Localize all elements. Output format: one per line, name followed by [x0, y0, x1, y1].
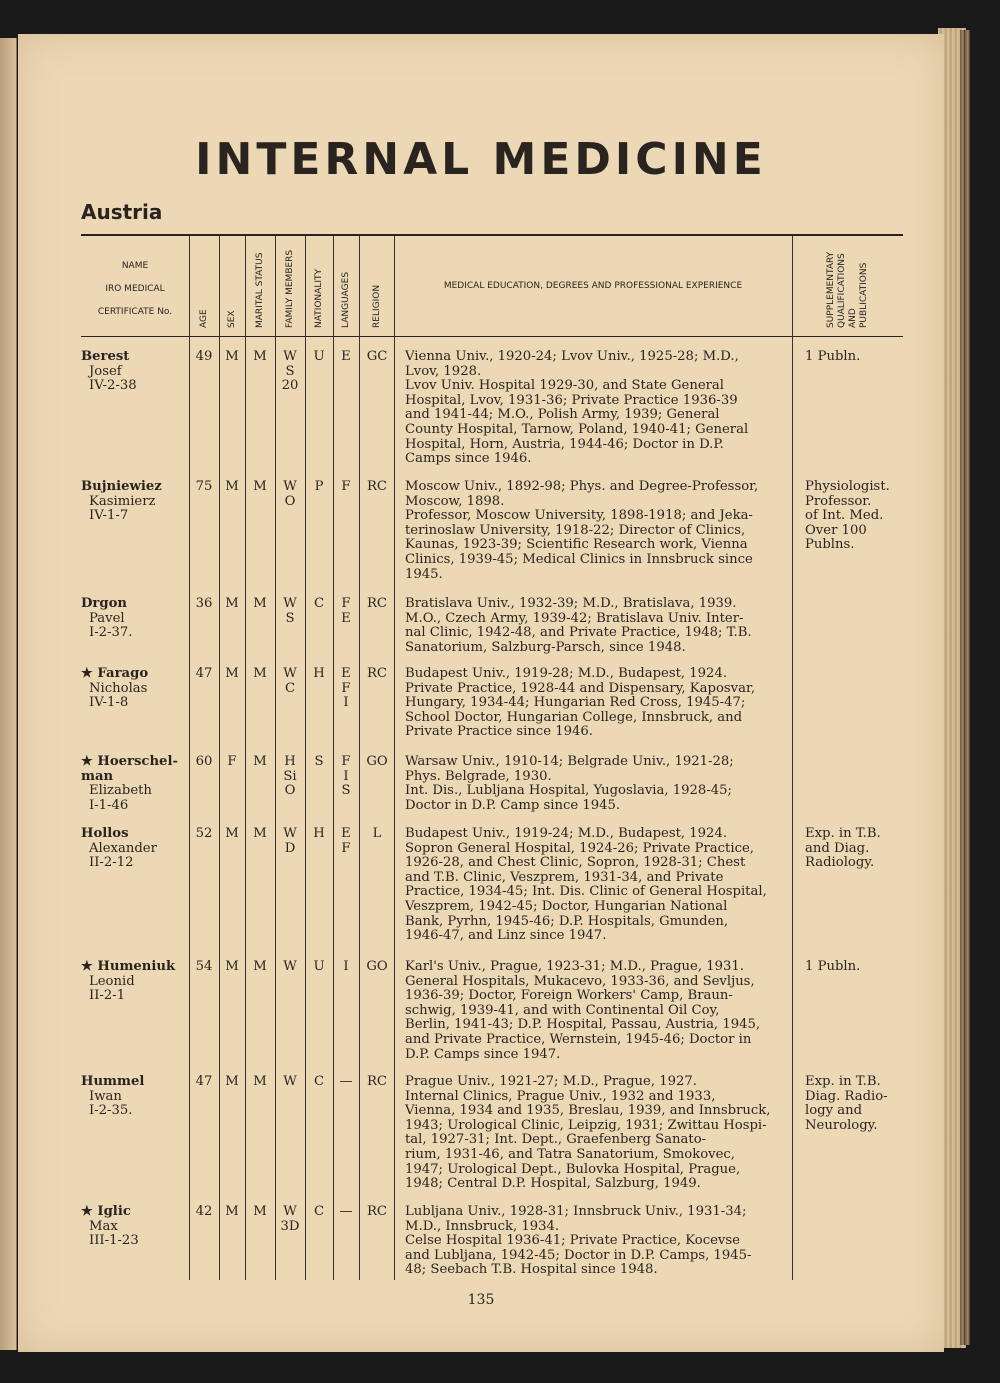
header-family-members: FAMILY MEMBERS	[285, 249, 295, 328]
marital-cell: M	[253, 596, 267, 611]
nationality-cell: H	[313, 826, 325, 841]
name-detail: IV-2-38	[89, 378, 137, 394]
name-detail: I-2-37.	[89, 625, 133, 641]
marital-cell: M	[253, 959, 267, 974]
religion-cell: GC	[366, 349, 388, 364]
experience-line: Practice, 1934-45; Int. Dis. Clinic of General Hospital,	[405, 884, 767, 900]
name-cell	[81, 667, 191, 711]
header-supplementary	[792, 236, 903, 336]
language: F	[341, 479, 351, 494]
languages-cell	[333, 597, 359, 626]
languages-cell	[333, 667, 359, 711]
religion-cell: RC	[366, 1204, 388, 1219]
adjacent-page-edge	[0, 38, 17, 1350]
language: E	[341, 826, 351, 841]
languages-cell	[333, 827, 359, 856]
languages-cell	[333, 1075, 359, 1090]
family-member: W	[283, 1074, 297, 1089]
experience-line: M.D., Innsbruck, 1934.	[405, 1218, 560, 1234]
family-cell	[275, 667, 305, 696]
age-cell: 49	[195, 349, 213, 364]
name-detail: Max	[89, 1218, 118, 1234]
experience-line: County Hospital, Tarnow, Poland, 1940-41; General	[405, 421, 749, 437]
language: —	[339, 1074, 353, 1089]
surname: man	[81, 768, 114, 784]
language: F	[341, 596, 351, 611]
experience-line: and 1941-44; M.O., Polish Army, 1939; General	[405, 407, 720, 423]
family-member: H	[284, 754, 296, 769]
age-cell: 36	[195, 596, 213, 611]
family-member: W	[283, 1204, 297, 1219]
experience-cell	[405, 960, 791, 1062]
experience-line: 1926-28, and Chest Clinic, Sopron, 1928-31; Chest	[405, 855, 746, 871]
family-member: O	[284, 783, 296, 799]
experience-line: D.P. Camps since 1947.	[405, 1046, 561, 1062]
experience-line: M.O., Czech Army, 1939-42; Bratislava Univ. Inter-	[405, 610, 744, 626]
experience-line: Hospital, Horn, Austria, 1944-46; Doctor in D.P.	[405, 436, 724, 452]
experience-line: Budapest Univ., 1919-24; M.D., Budapest, 1924.	[405, 826, 728, 841]
name-cell	[81, 1075, 191, 1119]
experience-line: Lubljana Univ., 1928-31; Innsbruck Univ., 1931-34;	[405, 1204, 747, 1219]
family-member: S	[285, 363, 295, 379]
nationality-cell: C	[313, 1204, 325, 1219]
experience-line: Clinics, 1939-45; Medical Clinics in Innsbruck since	[405, 551, 753, 567]
religion-cell: RC	[366, 596, 388, 611]
family-member: W	[283, 666, 297, 681]
experience-cell	[405, 667, 791, 740]
experience-line: Budapest Univ., 1919-28; M.D., Budapest, 1924.	[405, 666, 728, 681]
name-detail: I-1-46	[89, 797, 129, 813]
book-spine-edge	[960, 30, 970, 1345]
name-detail: Nicholas	[89, 680, 148, 696]
experience-line: General Hospitals, Mukacevo, 1933-36, and Sevljus,	[405, 973, 755, 989]
header-nationality: NATIONALITY	[314, 269, 324, 328]
languages-cell	[333, 350, 359, 365]
header-age: AGE	[199, 309, 209, 328]
header-name	[81, 236, 189, 360]
marital-cell: M	[253, 754, 267, 769]
experience-line: Lvov Univ. Hospital 1929-30, and State General	[405, 378, 725, 394]
nationality-cell: U	[313, 959, 325, 974]
family-cell	[275, 960, 305, 975]
surname: Berest	[81, 349, 130, 364]
age-cell: 75	[195, 479, 213, 494]
supplementary-cell	[805, 1075, 905, 1133]
family-member: W	[283, 596, 297, 611]
religion-cell: RC	[366, 479, 388, 494]
family-member: 20	[281, 378, 299, 394]
name-cell	[81, 480, 191, 524]
religion-cell: GO	[366, 959, 388, 974]
experience-line: Hungary, 1934-44; Hungarian Red Cross, 1945-47;	[405, 695, 746, 711]
name-detail: Leonid	[89, 973, 135, 989]
language: F	[341, 754, 351, 769]
supplementary-line: and Diag.	[805, 840, 870, 856]
nationality-cell: H	[313, 666, 325, 681]
experience-line: 1947; Urological Dept., Bulovka Hospital, Prague,	[405, 1161, 741, 1177]
family-cell	[275, 597, 305, 626]
age-cell: 47	[195, 1074, 213, 1089]
name-detail: Alexander	[89, 840, 157, 856]
language: E	[341, 666, 351, 681]
family-member: C	[284, 680, 296, 696]
page-number: 135	[467, 1292, 495, 1308]
experience-line: 1946-47, and Linz since 1947.	[405, 928, 607, 944]
name-detail: II-2-12	[89, 855, 134, 871]
sex-cell: M	[225, 959, 239, 974]
nationality-cell: S	[314, 754, 324, 769]
header-marital-status: MARITAL STATUS	[255, 252, 265, 328]
sex-cell: M	[225, 1074, 239, 1089]
religion-cell: RC	[366, 666, 388, 681]
experience-line: Berlin, 1941-43; D.P. Hospital, Passau, Austria, 1945,	[405, 1017, 761, 1033]
experience-cell	[405, 827, 791, 944]
experience-cell	[405, 480, 791, 582]
experience-line: Moscow Univ., 1892-98; Phys. and Degree-Professor,	[405, 479, 759, 494]
family-member: Si	[283, 768, 297, 784]
experience-line: Internal Clinics, Prague Univ., 1932 and 1933,	[405, 1088, 716, 1104]
experience-line: Hospital, Lvov, 1931-36; Private Practice 1936-39	[405, 392, 738, 408]
name-cell	[81, 755, 191, 813]
age-cell: 60	[195, 754, 213, 769]
language: E	[341, 349, 351, 364]
sex-cell: M	[225, 596, 239, 611]
experience-line: Sopron General Hospital, 1924-26; Private Practice,	[405, 840, 754, 856]
experience-line: Celse Hospital 1936-41; Private Practice, Kocevse	[405, 1233, 740, 1249]
name-detail: Josef	[89, 363, 122, 379]
country-heading: Austria	[81, 200, 163, 224]
experience-line: and T.B. Clinic, Veszprem, 1931-34, and Private	[405, 869, 724, 885]
experience-line: Private Practice since 1946.	[405, 724, 593, 740]
sex-cell: M	[225, 349, 239, 364]
experience-line: 1945.	[405, 566, 443, 582]
page-title: INTERNAL MEDICINE	[195, 134, 767, 185]
language: S	[341, 783, 351, 799]
language: I	[343, 959, 349, 974]
languages-cell	[333, 755, 359, 799]
family-member: W	[283, 479, 297, 494]
name-detail: III-1-23	[89, 1233, 139, 1249]
nationality-cell: U	[313, 349, 325, 364]
languages-cell	[333, 1205, 359, 1220]
experience-line: Bank, Pyrhn, 1945-46; D.P. Hospitals, Gmunden,	[405, 913, 729, 929]
supplementary-line: Publns.	[805, 537, 855, 553]
name-detail: I-2-35.	[89, 1103, 133, 1119]
family-cell	[275, 755, 305, 799]
age-cell: 52	[195, 826, 213, 841]
age-cell: 47	[195, 666, 213, 681]
family-cell	[275, 350, 305, 394]
supplementary-cell	[805, 960, 905, 975]
supplementary-line: Physiologist.	[805, 479, 890, 494]
supplementary-line: Diag. Radio-	[805, 1088, 888, 1104]
family-cell	[275, 480, 305, 509]
supplementary-line: 1 Publn.	[805, 349, 861, 364]
surname: Bujniewiez	[81, 479, 162, 494]
languages-cell	[333, 480, 359, 495]
family-cell	[275, 1075, 305, 1090]
family-member: D	[284, 840, 296, 856]
header-name-line: IRO MEDICAL	[105, 284, 165, 294]
header-languages: LANGUAGES	[341, 271, 351, 328]
sex-cell: M	[225, 826, 239, 841]
surname: Drgon	[81, 596, 127, 611]
name-detail: Elizabeth	[89, 783, 152, 799]
column-divider	[792, 235, 793, 1280]
experience-line: Phys. Belgrade, 1930.	[405, 768, 552, 784]
experience-line: 1943; Urological Clinic, Leipzig, 1931; Zwittau Hospi-	[405, 1117, 767, 1133]
marital-cell: M	[253, 1204, 267, 1219]
nationality-cell: C	[313, 596, 325, 611]
family-member: W	[283, 349, 297, 364]
experience-line: Moscow, 1898.	[405, 493, 505, 509]
experience-line: Vienna Univ., 1920-24; Lvov Univ., 1925-28; M.D.,	[405, 349, 739, 364]
supplementary-line: 1 Publn.	[805, 959, 861, 974]
experience-line: Veszprem, 1942-45; Doctor, Hungarian National	[405, 898, 728, 914]
family-cell	[275, 827, 305, 856]
name-cell	[81, 350, 191, 394]
name-cell	[81, 960, 191, 1004]
experience-cell	[405, 1205, 791, 1278]
family-member: W	[283, 959, 297, 974]
supplementary-line: logy and	[805, 1103, 863, 1119]
marital-cell: M	[253, 479, 267, 494]
experience-line: Kaunas, 1923-39; Scientific Research work, Vienna	[405, 537, 748, 553]
header-supp-line: SUPPLEMENTARY	[825, 251, 836, 328]
marital-cell: M	[253, 666, 267, 681]
language: —	[339, 1204, 353, 1219]
supplementary-cell	[805, 350, 905, 365]
experience-line: Warsaw Univ., 1910-14; Belgrade Univ., 1921-28;	[405, 754, 734, 769]
supplementary-cell	[805, 480, 905, 553]
experience-line: Camps since 1946.	[405, 451, 532, 467]
surname: ★ Hoerschel-	[81, 754, 178, 769]
header-name-line: NAME	[121, 261, 149, 271]
header-religion: RELIGION	[371, 284, 382, 328]
experience-line: Doctor in D.P. Camp since 1945.	[405, 797, 621, 813]
family-cell	[275, 1205, 305, 1234]
religion-cell: RC	[366, 1074, 388, 1089]
supplementary-line: Exp. in T.B.	[805, 1074, 881, 1089]
experience-line: Karl's Univ., Prague, 1923-31; M.D., Prague, 1931.	[405, 959, 744, 974]
language: I	[343, 695, 349, 711]
religion-cell: L	[372, 826, 382, 841]
family-member: S	[285, 610, 295, 626]
experience-line: Bratislava Univ., 1932-39; M.D., Bratislava, 1939.	[405, 596, 737, 611]
language: F	[341, 680, 351, 696]
header-supp-line: QUALIFICATIONS	[836, 253, 847, 328]
experience-cell	[405, 350, 791, 467]
experience-cell	[405, 597, 791, 655]
supplementary-line: Neurology.	[805, 1117, 878, 1133]
language: F	[341, 840, 351, 856]
sex-cell: M	[225, 479, 239, 494]
experience-line: tal, 1927-31; Int. Dept., Graefenberg Sanato-	[405, 1132, 707, 1148]
header-name-line: CERTIFICATE No.	[97, 307, 173, 317]
header-medical-education: MEDICAL EDUCATION, DEGREES AND PROFESSIONAL EXPERIENCE	[443, 281, 743, 291]
name-cell	[81, 827, 191, 871]
experience-line: and Private Practice, Wernstein, 1945-46; Doctor in	[405, 1031, 752, 1047]
surname: ★ Humeniuk	[81, 959, 176, 974]
language: E	[341, 610, 351, 626]
experience-line: Int. Dis., Lubljana Hospital, Yugoslavia, 1928-45;	[405, 783, 732, 799]
supplementary-line: Radiology.	[805, 855, 875, 871]
surname: Hollos	[81, 826, 129, 841]
language: I	[343, 768, 349, 784]
name-detail: II-2-1	[89, 988, 126, 1004]
name-detail: Iwan	[89, 1088, 122, 1104]
experience-line: nal Clinic, 1942-48, and Private Practice, 1948; T.B.	[405, 625, 752, 641]
name-cell	[81, 597, 191, 641]
age-cell: 42	[195, 1204, 213, 1219]
experience-line: Prague Univ., 1921-27; M.D., Prague, 1927.	[405, 1074, 697, 1089]
experience-line: Professor, Moscow University, 1898-1918; and Jeka-	[405, 508, 753, 524]
family-member: O	[284, 493, 296, 509]
experience-line: rium, 1931-46, and Tatra Sanatorium, Smokovec,	[405, 1146, 736, 1162]
religion-cell: GO	[366, 754, 388, 769]
experience-line: terinoslaw University, 1918-22; Director of Clinics,	[405, 522, 746, 538]
document-page	[18, 34, 944, 1352]
experience-line: Private Practice, 1928-44 and Dispensary, Kaposvar,	[405, 680, 756, 696]
name-detail: Kasimierz	[89, 493, 156, 509]
supplementary-line: Exp. in T.B.	[805, 826, 881, 841]
experience-line: Lvov, 1928.	[405, 363, 482, 379]
sex-cell: M	[225, 1204, 239, 1219]
header-sex: SEX	[227, 310, 237, 328]
header-bottom-rule	[81, 336, 903, 337]
nationality-cell: C	[313, 1074, 325, 1089]
family-member: W	[283, 826, 297, 841]
experience-line: 48; Seebach T.B. Hospital since 1948.	[405, 1262, 658, 1278]
experience-cell	[405, 755, 791, 813]
experience-line: 1948; Central D.P. Hospital, Salzburg, 1949.	[405, 1176, 701, 1192]
experience-line: schwig, 1939-41, and with Continental Oil Coy,	[405, 1002, 720, 1018]
nationality-cell: P	[314, 479, 324, 494]
marital-cell: M	[253, 349, 267, 364]
supplementary-line: Professor.	[805, 493, 872, 509]
languages-cell	[333, 960, 359, 975]
sex-cell: F	[227, 754, 237, 769]
experience-line: Sanatorium, Salzburg-Parsch, since 1948.	[405, 639, 686, 655]
experience-line: Vienna, 1934 and 1935, Breslau, 1939, and Innsbruck,	[405, 1103, 771, 1119]
sex-cell: M	[225, 666, 239, 681]
experience-line: and Lubljana, 1942-45; Doctor in D.P. Camps, 1945-	[405, 1247, 752, 1263]
surname: ★ Farago	[81, 666, 149, 681]
marital-cell: M	[253, 826, 267, 841]
marital-cell: M	[253, 1074, 267, 1089]
supplementary-cell	[805, 827, 905, 871]
name-detail: Pavel	[89, 610, 125, 626]
header-supp-line: AND PUBLICATIONS	[847, 262, 869, 328]
experience-line: 1936-39; Doctor, Foreign Workers' Camp, Braun-	[405, 988, 733, 1004]
surname: Hummel	[81, 1074, 145, 1089]
family-member: 3D	[280, 1218, 300, 1234]
age-cell: 54	[195, 959, 213, 974]
name-detail: IV-1-7	[89, 508, 129, 524]
name-detail: IV-1-8	[89, 695, 129, 711]
name-cell	[81, 1205, 191, 1249]
supplementary-line: of Int. Med.	[805, 508, 884, 524]
experience-line: School Doctor, Hungarian College, Innsbruck, and	[405, 709, 743, 725]
surname: ★ Iglic	[81, 1204, 131, 1219]
experience-cell	[405, 1075, 791, 1192]
supplementary-line: Over 100	[805, 522, 867, 538]
